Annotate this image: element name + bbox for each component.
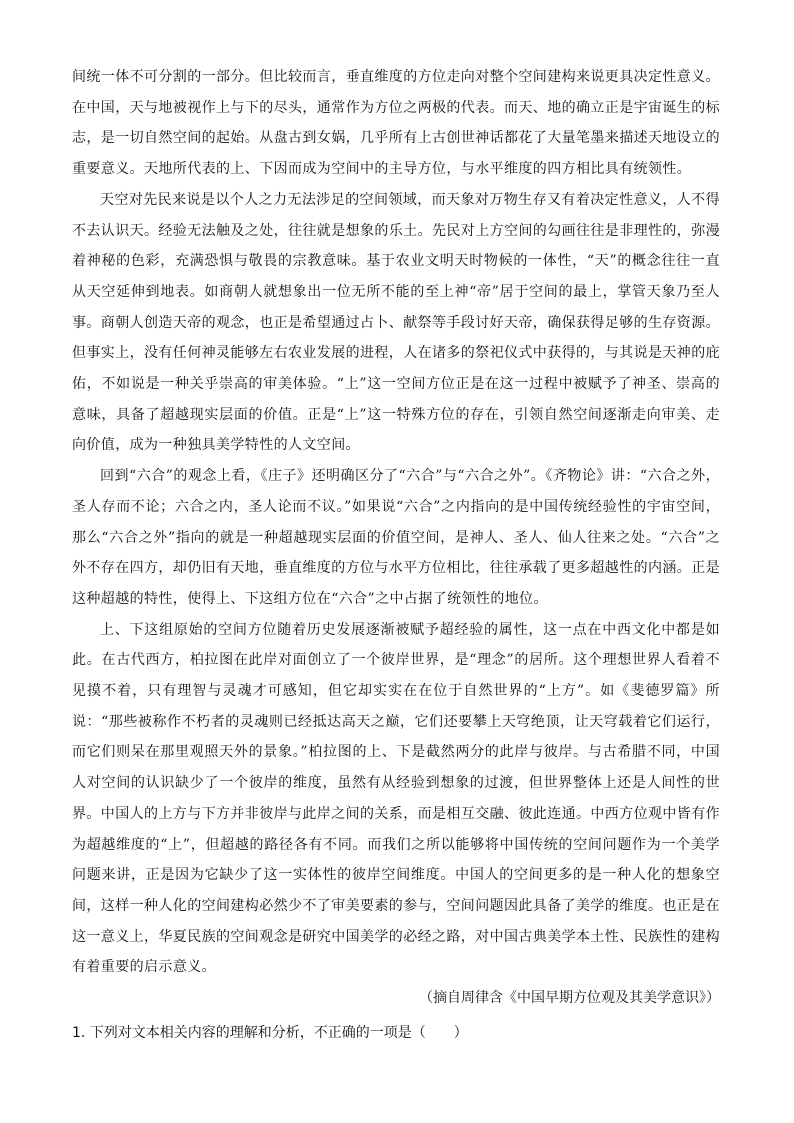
paragraph-2: 天空对先民来说是以个人之力无法涉足的空间领域，而天象对万物生存又有着决定性意义，人不得不去认识天。经验无法触及之处，往往就是想象的乐土。先民对上方空间的勾画往往是非理性的，弥漫着神秘的色彩，充满恐惧与敬畏的宗教意味。基于农业文明天时物候的一体性，“天”的概念往往一直从天空延伸到地表。如商朝人就想象出一位无所不能的至上神“帝”居于空间的最上，掌管天象乃至人事。商朝人创造天帝的观念，也正是希望通过占卜、献祭等手段讨好天帝，确保获得足够的生存资源。但事实上，没有任何神灵能够左右农业发展的进程，人在诸多的祭祀仪式中获得的，与其说是天神的庇佑，不如说是一种关乎崇高的审美体验。“上”这一空间方位正是在这一过程中被赋予了神圣、崇高的意味，具备了超越现实层面的价值。正是“上”这一特殊方位的存在，引领自然空间逐渐走向审美、走向价值，成为一种独具美学特性的人文空间。 bbox=[72, 191, 720, 454]
paragraph-1: 间统一体不可分割的一部分。但比较而言，垂直维度的方位走向对整个空间建构来说更具决定性意义。在中国，天与地被视作上与下的尽头，通常作为方位之两极的代表。而天、地的确立正是宇宙诞生的标志，是一切自然空间的起始。从盘古到女娲，几乎所有上古创世神话都花了大量笔墨来描述天地设立的重要意义。天地所代表的上、下因而成为空间中的主导方位，与水平维度的四方相比具有统领性。 bbox=[72, 69, 720, 178]
paragraph-3: 回到“六合”的观念上看，《庄子》还明确区分了“六合”与“六合之外”。《齐物论》讲：“六合之外，圣人存而不论；六合之内，圣人论而不议。”如果说“六合”之内指向的是中国传统经验性的宇宙空间，那么“六合之外”指向的就是一种超越现实层面的价值空间，是神人、圣人、仙人往来之处。“六合”之外不存在四方，却仍旧有天地，垂直维度的方位与水平方位相比，往往承载了更多超越性的内涵。正是这种超越的特性，使得上、下这组方位在“六合”之中占据了统领性的地位。 bbox=[72, 468, 720, 607]
question-1: 1. 下列对文本相关内容的理解和分析，不正确的一项是（ ） bbox=[72, 1024, 468, 1041]
document-page bbox=[72, 62, 720, 1048]
paragraph-4: 上、下这组原始的空间方位随着历史发展逐渐被赋予超经验的属性，这一点在中西文化中都是如此。在古代西方，柏拉图在此岸对面创立了一个彼岸世界，是“理念”的居所。这个理想世界人看着不见摸不着，只有理智与灵魂才可感知，但它却实实在在位于自然世界的“上方”。如《斐德罗篇》所说：“那些被称作不朽者的灵魂则已经抵达高天之巅，它们还要攀上天穹绝顶，让天穹载着它们运行，而它们则呆在那里观照天外的景象。”柏拉图的上、下是截然两分的此岸与彼岸。与古希腊不同，中国人对空间的认识缺少了一个彼岸的维度，虽然有从经验到想象的过渡，但世界整体上还是人间性的世界。中国人的上方与下方并非彼岸与此岸之间的关系，而是相互交融、彼此连通。中西方位观中皆有作为超越维度的“上”，但超越的路径各有不同。而我们之所以能够将中国传统的空间问题作为一个美学问题来讲，正是因为它缺少了这一实体性的彼岸空间维度。中国人的空间更多的是一种人化的想象空间，这样一种人化的空间建构必然少不了审美要素的参与，空间问题因此具备了美学的维度。也正是在这一意义上，华夏民族的空间观念是研究中国美学的必经之路，对中国古典美学本土性、民族性的建构有着重要的启示意义。 bbox=[72, 621, 720, 976]
source-citation: （摘自周律含《中国早期方位观及其美学意识》） bbox=[419, 990, 720, 1007]
